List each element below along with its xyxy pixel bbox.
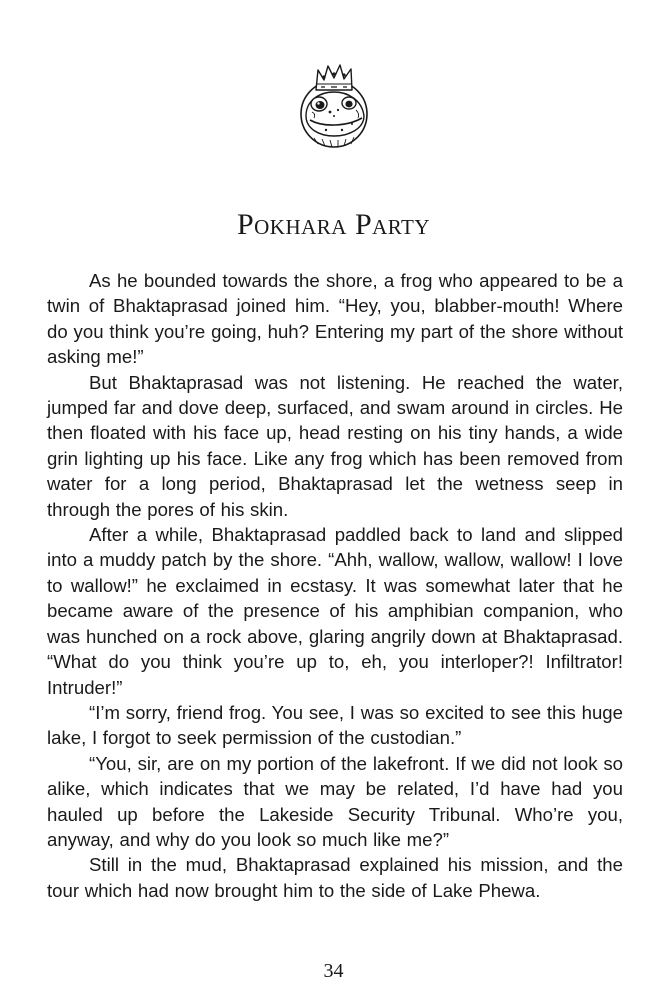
- paragraph: But Bhaktaprasad was not listening. He reached the water, jumped far and dove deep, surfaced, and swam around in circles. He then floated with his face up, head resting on his tiny hands, a wide grin lighting up his face. Like any frog which has been removed from water for a long period, Bhaktaprasad let the wetness seep in through the pores of his skin.: [47, 371, 623, 520]
- chapter-title: Pokhara Party: [236, 208, 431, 241]
- paragraph: As he bounded towards the shore, a frog who appeared to be a twin of Bhaktaprasad joined him. “Hey, you, blabber-mouth! Where do you think you’re going, huh? Entering my part of the shore without asking me!”: [47, 270, 623, 368]
- paragraph: Still in the mud, Bhaktaprasad explained his mission, and the tour which had now brought him to the side of Lake Phewa.: [47, 854, 623, 901]
- page-number: 34: [323, 960, 344, 982]
- chapter-body: [47, 268, 623, 903]
- paragraph: “I’m sorry, friend frog. You see, I was so excited to see this huge lake, I forgot to seek permission of the custodian.”: [47, 701, 623, 749]
- paragraph: “You, sir, are on my portion of the lakefront. If we did not look so alike, which indicates that we may be related, I’d have had you hauled up before the Lakeside Security Tribunal. Who’re you, anyway, and why do you look so much like me?”: [47, 752, 623, 850]
- frog-with-crown-icon: [294, 60, 374, 156]
- paragraph: After a while, Bhaktaprasad paddled back to land and slipped into a muddy patch by the shore. “Ahh, wallow, wallow, wallow! I love to wallow!” he exclaimed in ecstasy. It was somewhat later that he became aware of the presence of his amphibian companion, who was hunched on a rock above, glaring angrily down at Bhaktaprasad. “What do you think you’re up to, eh, you interloper?! Infiltrator! Intruder!”: [47, 524, 623, 698]
